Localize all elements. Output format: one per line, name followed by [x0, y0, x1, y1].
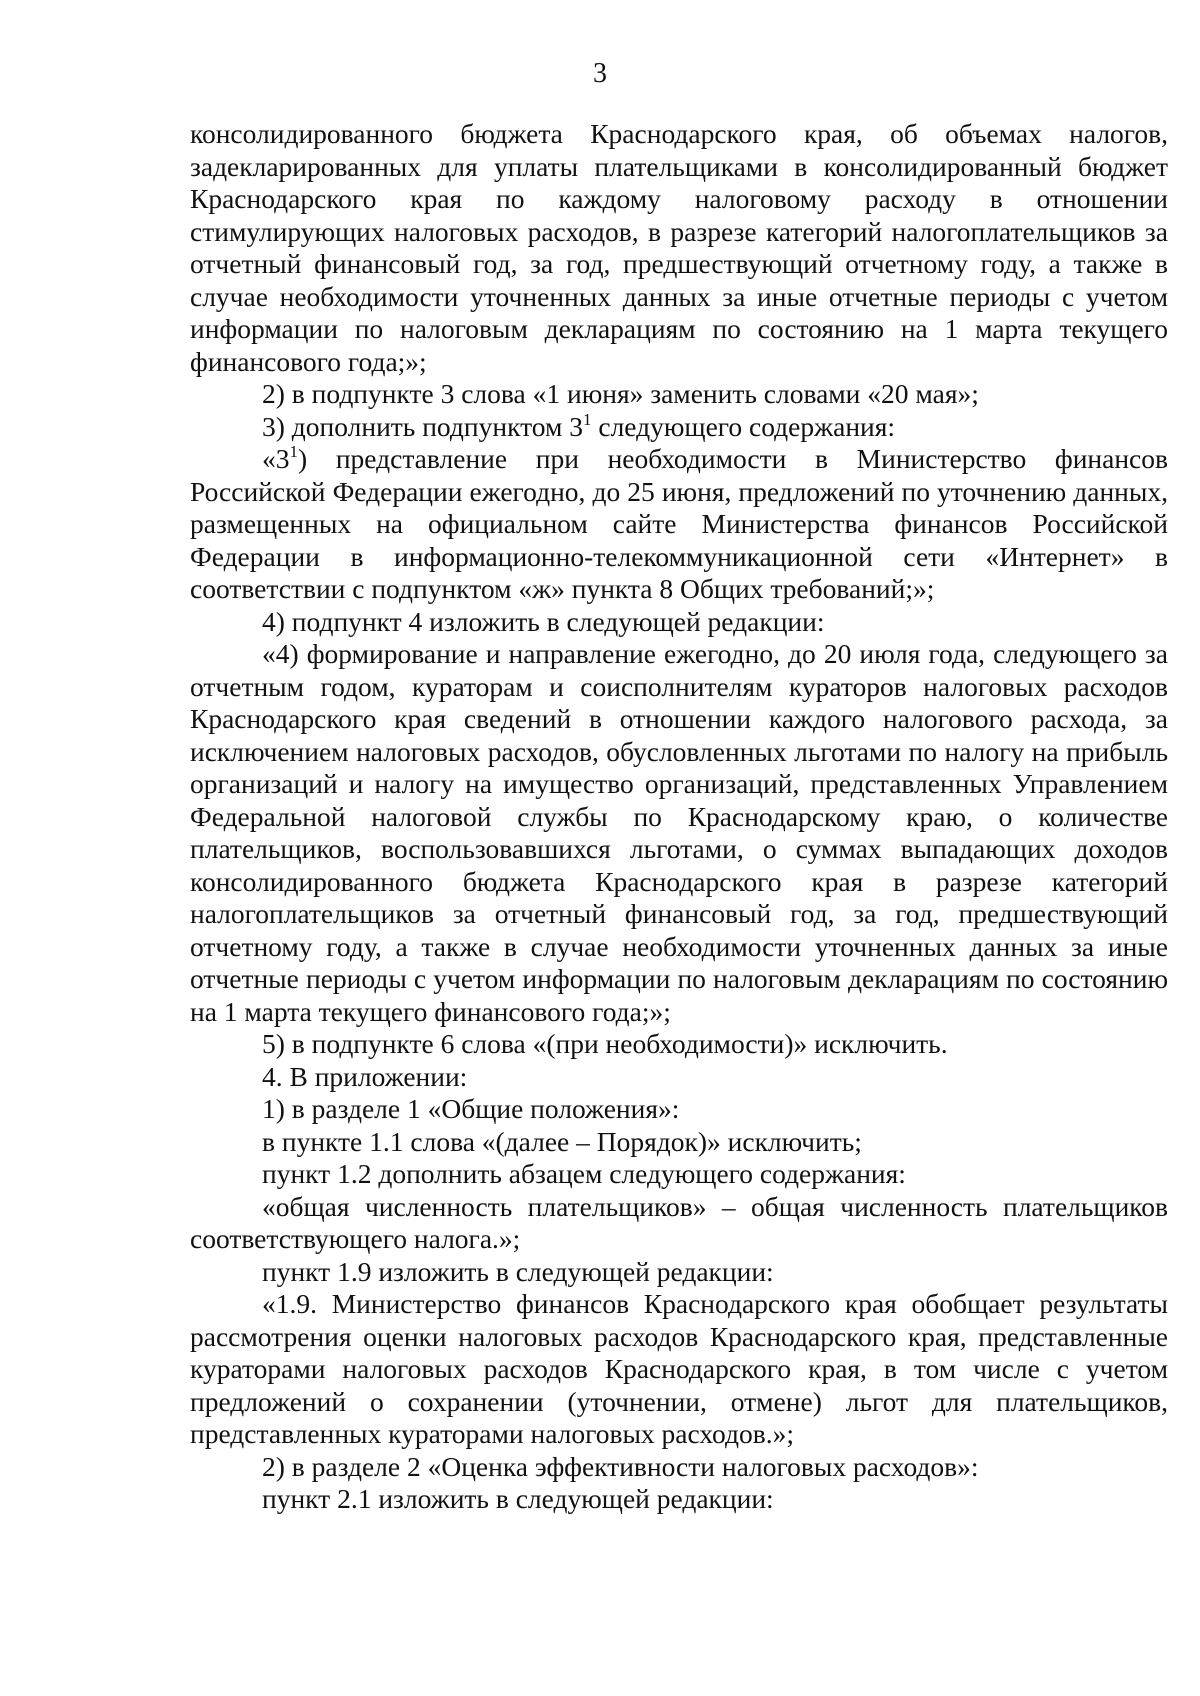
paragraph: 2) в разделе 2 «Оценка эффективности налоговых расходов»:: [262, 1450, 979, 1482]
paragraph: «общая численность плательщиков» – общая численность плательщиков соответствующего налога.»;: [190, 1190, 1168, 1254]
paragraph: 4) подпункт 4 изложить в следующей редакции:: [262, 605, 825, 637]
paragraph: консолидированного бюджета Краснодарского края, об объемах налогов, задекларированных для уплаты плательщиками в консолидированный бюджет Краснодарского края по каждому налоговому расходу в отношении стимулирующих налоговых расходов, в разрезе категорий налогоплательщиков за отчетный финансовый год, за год, предшествующий отчетному году, а также в случае необходимости уточненных данных за иные отчетные периоды с учетом информации по налоговым декларациям по состоянию на 1 марта текущего финансового года;»;: [190, 118, 1168, 377]
paragraph: 2) в подпункте 3 слова «1 июня» заменить словами «20 мая»;: [262, 378, 979, 409]
paragraph: «4) формирование и направление ежегодно, до 20 июля года, следующего за отчетным годом, кураторам и соисполнителям кураторов налоговых расходов Краснодарского края сведений в отношении каждого налогового расхода, за исключением налоговых расходов, обусловленных льготами по налогу на прибыль организаций и налогу на имущество организаций, представленных Управлением Федеральной налоговой службы по Краснодарскому краю, о количестве плательщиков, воспользовавшихся льготами, о суммах выпадающих доходов консолидированного бюджета Краснодарского края в разрезе категорий налогоплательщиков за отчетный финансовый год, за год, предшествующий отчетному году, а также в случае необходимости уточненных данных за иные отчетные периоды с учетом информации по налоговым декларациям по состоянию на 1 марта текущего финансового года;»;: [190, 638, 1168, 1027]
paragraph: 1) в разделе 1 «Общие положения»:: [262, 1093, 680, 1124]
paragraph: пункт 2.1 изложить в следующей редакции:: [262, 1483, 774, 1514]
paragraph: «1.9. Министерство финансов Краснодарского края обобщает результаты рассмотрения оценки налоговых расходов Краснодарского края, представленные кураторами налоговых расходов Краснодарского края, в том числе с учетом предложений о сохранении (уточнении, отмене) льгот для плательщиков, представленных кураторами налоговых расходов.»;: [190, 1288, 1168, 1449]
paragraph: [190, 411, 1168, 444]
paragraph-text: 3) дополнить подпунктом 3: [262, 410, 583, 442]
paragraph: 4. В приложении:: [262, 1060, 468, 1092]
paragraph: 5) в подпункте 6 слова «(при необходимости)» исключить.: [262, 1028, 948, 1059]
document-body: [190, 118, 1168, 1516]
superscript: 1: [582, 409, 592, 429]
paragraph: в пункте 1.1 слова «(далее – Порядок)» исключить;: [262, 1125, 862, 1157]
page-number: 3: [593, 58, 607, 89]
paragraph-text: ) представление при необходимости в Министерство финансов Российской Федерации ежегодно, до 25 июня, предложений по уточнению данных, размещенных на официальном сайте Министерства финансов Российской Федерации в информационно-телекоммуникационной сети «Интернет» в соответствии с подпунктом «ж» пункта 8 Общих требований;»;: [190, 443, 1168, 604]
superscript: 1: [289, 442, 298, 461]
paragraph: пункт 1.2 дополнить абзацем следующего содержания:: [262, 1158, 906, 1189]
paragraph-text: «3: [262, 443, 290, 474]
paragraph: [190, 443, 1168, 606]
paragraph-text: следующего содержания:: [591, 410, 896, 442]
paragraph: пункт 1.9 изложить в следующей редакции:: [262, 1255, 774, 1287]
